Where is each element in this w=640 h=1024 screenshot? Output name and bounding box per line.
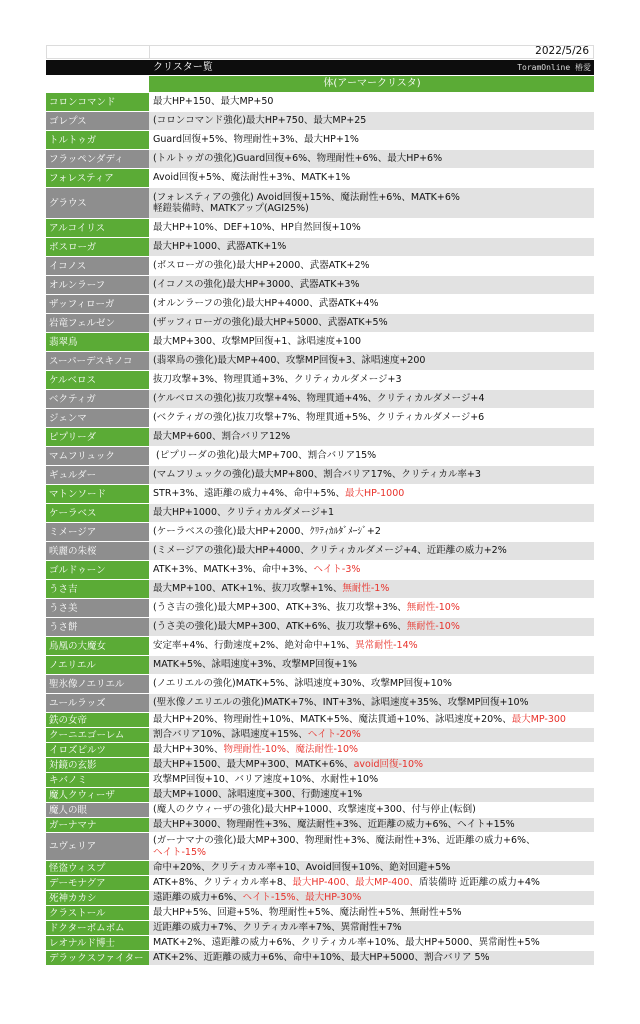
crysta-name: 翡翠鳥 (46, 333, 149, 351)
crysta-effect (149, 257, 594, 275)
crysta-name: キバノミ (46, 773, 149, 787)
crysta-row (46, 466, 594, 485)
effect-text: (コロンコマンド強化)最大HP+750、最大MP+25 (153, 115, 367, 127)
effect-text: (ミメージアの強化)最大HP+4000、クリティカルダメージ+4、近距離の威力+2% (153, 545, 507, 557)
crysta-effect (149, 504, 594, 522)
crysta-effect (149, 428, 594, 446)
crysta-effect (149, 891, 594, 905)
crysta-effect (149, 936, 594, 950)
crysta-name: クラストール (46, 906, 149, 920)
crysta-row (46, 580, 594, 599)
crysta-row (46, 390, 594, 409)
crysta-row (46, 675, 594, 694)
crysta-name: クーニエゴーレム (46, 728, 149, 742)
crysta-row (46, 371, 594, 390)
effect-text: 攻撃MP回復+10、バリア速度+10%、水耐性+10% (153, 774, 379, 786)
crysta-row (46, 758, 594, 773)
crysta-row (46, 295, 594, 314)
penalty-text: ヘイト-3% (313, 564, 361, 576)
crysta-name: フォレスティア (46, 169, 149, 187)
penalty-text: 無耐性-10% (406, 621, 460, 633)
effect-text: (ボスローガの強化)最大HP+2000、武器ATK+2% (153, 260, 370, 272)
crysta-name: うさ美 (46, 599, 149, 617)
crysta-row (46, 93, 594, 112)
crysta-effect (149, 409, 594, 427)
crysta-row (46, 238, 594, 257)
crysta-row (46, 314, 594, 333)
effect-text: 近距離の威力+7%、クリティカル率+7%、異常耐性+7% (153, 922, 402, 934)
crysta-row (46, 656, 594, 675)
crysta-row (46, 743, 594, 758)
crysta-effect (149, 876, 594, 890)
effect-text: 最大HP+3000、物理耐性+3%、魔法耐性+3%、近距離の威力+6%、ヘイト+15% (153, 819, 515, 831)
effect-text: STR+3%、遠距離の威力+4%、命中+5%、 (153, 488, 346, 500)
penalty-text: 最大HP-1000 (345, 488, 405, 500)
effect-text: 盾装備時 近距離の威力+4% (418, 877, 540, 889)
crysta-name: ガーナマナ (46, 818, 149, 832)
crysta-row (46, 276, 594, 295)
crysta-effect (149, 861, 594, 875)
crysta-row (46, 728, 594, 743)
crysta-effect (149, 169, 594, 187)
crysta-row (46, 618, 594, 637)
effect-text: Guard回復+5%、物理耐性+3%、最大HP+1% (153, 134, 359, 146)
effect-text: (フォレスティアの強化) Avoid回復+15%、魔法耐性+6%、MATK+6% 軽鎧装備時、MATKアップ(AGI25%) (153, 191, 460, 214)
crysta-name: ミメージア (46, 523, 149, 541)
effect-text: MATK+5%、詠唱速度+3%、攻撃MP回復+1% (153, 659, 358, 671)
crysta-row (46, 861, 594, 876)
crysta-name: ギュルダー (46, 466, 149, 484)
crysta-row (46, 599, 594, 618)
penalty-text: ヘイト-15%、最大HP-30% (242, 892, 362, 904)
crysta-name: アルコイリス (46, 219, 149, 237)
effect-text: (ケルベロスの強化)抜刀攻撃+4%、物理貫通+4%、クリティカルダメージ+4 (153, 393, 485, 405)
crysta-effect (149, 188, 594, 218)
crysta-row (46, 447, 594, 466)
crysta-row (46, 257, 594, 276)
crysta-row (46, 713, 594, 728)
crysta-row (46, 112, 594, 131)
crysta-row (46, 150, 594, 169)
crysta-name: スーパーデスキノコ (46, 352, 149, 370)
crysta-name: ユヴェリア (46, 833, 149, 860)
effect-text: 命中+20%、クリティカル率+10、Avoid回復+10%、絶対回避+5% (153, 862, 451, 874)
crysta-effect (149, 466, 594, 484)
crysta-name: 死神カカシ (46, 891, 149, 905)
crysta-rows (46, 93, 594, 966)
effect-text: (ザッフィローガの強化)最大HP+5000、武器ATK+5% (153, 317, 388, 329)
effect-text: 抜刀攻撃+3%、物理貫通+3%、クリティカルダメージ+3 (153, 374, 402, 386)
crysta-row (46, 936, 594, 951)
effect-text: 安定率+4%、行動速度+2%、絶対命中+1%、 (153, 640, 356, 652)
effect-text: (ピプリーダの強化)最大MP+700、割合バリア15% (153, 450, 377, 462)
crysta-name: ドクターボムボム (46, 921, 149, 935)
effect-text: 最大HP+1000、武器ATK+1% (153, 241, 287, 253)
effect-text: (ガーナマナの強化)最大MP+300、物理耐性+3%、魔法耐性+3%、近距離の威力+6%、 (153, 835, 536, 846)
effect-text: 最大HP+1000、クリティカルダメージ+1 (153, 507, 334, 519)
crysta-name: オルンラーフ (46, 276, 149, 294)
crysta-effect (149, 833, 594, 860)
penalty-text: ヘイト-15% (153, 846, 207, 858)
crysta-effect (149, 618, 594, 636)
penalty-text: 無耐性-1% (342, 583, 390, 595)
section-title: 体(アーマークリスタ) (149, 76, 594, 92)
crysta-row (46, 773, 594, 788)
effect-text: 最大HP+1500、最大MP+300、MATK+6%、 (153, 759, 354, 771)
crysta-name: トルトゥガ (46, 131, 149, 149)
crysta-row (46, 352, 594, 371)
penalty-text: 無耐性-10% (406, 602, 460, 614)
crysta-row (46, 803, 594, 818)
effect-text: (イコノスの強化)最大HP+3000、武器ATK+3% (153, 279, 360, 291)
effect-text: 最大MP+300、攻撃MP回復+1、詠唱速度+100 (153, 336, 362, 348)
crysta-effect (149, 112, 594, 130)
penalty-text: 最大HP-400、最大MP-400、 (292, 877, 419, 889)
effect-text: ATK+8%、クリティカル率+8、 (153, 877, 293, 889)
crysta-name: 魔人の眼 (46, 803, 149, 817)
effect-text: MATK+2%、遠距離の威力+6%、クリティカル率+10%、最大HP+5000、異常耐性+5% (153, 937, 540, 949)
penalty-text: ヘイト-20% (307, 729, 361, 741)
crysta-row (46, 906, 594, 921)
crysta-effect (149, 219, 594, 237)
crysta-name: マトンソード (46, 485, 149, 503)
crysta-row (46, 188, 594, 219)
crysta-effect (149, 314, 594, 332)
crysta-effect (149, 951, 594, 965)
crysta-name: イロズピルツ (46, 743, 149, 757)
crysta-row (46, 788, 594, 803)
crysta-effect (149, 818, 594, 832)
crysta-name: ゴレプス (46, 112, 149, 130)
crysta-row (46, 504, 594, 523)
crysta-row (46, 485, 594, 504)
crysta-row (46, 921, 594, 936)
crysta-name: ピプリーダ (46, 428, 149, 446)
effect-text: 遠距離の威力+6%、 (153, 892, 243, 904)
crysta-effect (149, 580, 594, 598)
crysta-table (46, 45, 594, 966)
effect-text: (魔人のクウィーザの強化)最大HP+1000、攻撃速度+300、付与停止(転倒) (153, 804, 476, 816)
crysta-effect (149, 542, 594, 560)
effect-text: ATK+3%、MATK+3%、命中+3%、 (153, 564, 314, 576)
crysta-effect (149, 276, 594, 294)
crysta-effect (149, 743, 594, 757)
crysta-effect (149, 656, 594, 674)
date-cell: 2022/5/26 (149, 45, 594, 59)
crysta-effect (149, 906, 594, 920)
effect-text: 最大MP+600、割合バリア12% (153, 431, 291, 443)
crysta-row (46, 561, 594, 580)
crysta-name: 咲麗の朱桜 (46, 542, 149, 560)
crysta-name: うさ吉 (46, 580, 149, 598)
crysta-name: 魔人クウィーザ (46, 788, 149, 802)
effect-text: 最大HP+10%、DEF+10%、HP自然回復+10% (153, 222, 361, 234)
crysta-name: 聖氷像ノエリエル (46, 675, 149, 693)
effect-text: (聖氷像ノエリエルの強化)MATK+7%、INT+3%、詠唱速度+35%、攻撃MP回復+10% (153, 697, 529, 709)
crysta-row (46, 818, 594, 833)
crysta-name: レオナルド博士 (46, 936, 149, 950)
crysta-row (46, 833, 594, 861)
crysta-name: デーモナグア (46, 876, 149, 890)
effect-text: 最大HP+5%、回避+5%、物理耐性+5%、魔法耐性+5%、無耐性+5% (153, 907, 462, 919)
crysta-name: 鉄の女帝 (46, 713, 149, 727)
crysta-row (46, 542, 594, 561)
penalty-text: 物理耐性-10%、魔法耐性-10% (223, 744, 359, 756)
effect-text: (うさ美の強化)最大MP+300、ATK+6%、抜刀攻撃+6%、 (153, 621, 407, 633)
crysta-row (46, 694, 594, 713)
crysta-name: ザッフィローガ (46, 295, 149, 313)
crysta-effect (149, 333, 594, 351)
crysta-effect (149, 352, 594, 370)
effect-text: 最大MP+1000、詠唱速度+300、行動速度+1% (153, 789, 363, 801)
header-watermark: ToramOnline 椿愛 (517, 62, 591, 72)
crysta-effect (149, 599, 594, 617)
crysta-row (46, 891, 594, 906)
crysta-name: 怪盗ウィスプ (46, 861, 149, 875)
effect-text: (翡翠鳥の強化)最大MP+400、攻撃MP回復+3、詠唱速度+200 (153, 355, 426, 367)
effect-text: 最大HP+30%、 (153, 744, 224, 756)
crysta-effect (149, 758, 594, 772)
effect-text: (ノエリエルの強化)MATK+5%、詠唱速度+30%、攻撃MP回復+10% (153, 678, 452, 690)
effect-text: (オルンラーフの強化)最大HP+4000、武器ATK+4% (153, 298, 379, 310)
crysta-effect (149, 523, 594, 541)
effect-text: Avoid回復+5%、魔法耐性+3%、MATK+1% (153, 172, 351, 184)
crysta-name: ベクティガ (46, 390, 149, 408)
crysta-name: ノエリエル (46, 656, 149, 674)
penalty-text: avoid回復-10% (353, 759, 424, 771)
crysta-effect (149, 713, 594, 727)
crysta-row (46, 333, 594, 352)
crysta-row (46, 951, 594, 966)
crysta-name: イコノス (46, 257, 149, 275)
effect-text: 最大HP+150、最大MP+50 (153, 96, 274, 108)
crysta-name: デラックスファイター (46, 951, 149, 965)
effect-text: (トルトゥガの強化)Guard回復+6%、物理耐性+6%、最大HP+6% (153, 153, 443, 165)
crysta-effect (149, 728, 594, 742)
date-row (46, 45, 594, 60)
crysta-effect (149, 238, 594, 256)
effect-text: 最大MP+100、ATK+1%、抜刀攻撃+1%、 (153, 583, 343, 595)
section-row (46, 76, 594, 93)
crysta-name: ユールラッズ (46, 694, 149, 712)
crysta-effect (149, 637, 594, 655)
effect-text: (マムフリュックの強化)最大MP+800、割合バリア17%、クリティカル率+3 (153, 469, 481, 481)
crysta-name: 鳥凰の大魔女 (46, 637, 149, 655)
crysta-name: 岩竜フェルゼン (46, 314, 149, 332)
crysta-row (46, 523, 594, 542)
effect-text: (うさ吉の強化)最大MP+300、ATK+3%、抜刀攻撃+3%、 (153, 602, 407, 614)
crysta-effect (149, 675, 594, 693)
crysta-name: ジェンマ (46, 409, 149, 427)
crysta-effect (149, 150, 594, 168)
effect-text: (ケーラベスの強化)最大HP+2000、ｸﾘﾃｨｶﾙﾀﾞﾒｰｼﾞ+2 (153, 526, 381, 538)
crysta-name: グラウス (46, 188, 149, 218)
header-title: クリスター覧 (153, 61, 213, 73)
effect-text: ATK+2%、近距離の威力+6%、命中+10%、最大HP+5000、割合バリア 5% (153, 952, 490, 964)
crysta-row (46, 131, 594, 150)
crysta-name: ボスローガ (46, 238, 149, 256)
crysta-effect (149, 131, 594, 149)
effect-text: 割合バリア10%、詠唱速度+15%、 (153, 729, 308, 741)
crysta-row (46, 637, 594, 656)
crysta-effect (149, 390, 594, 408)
crysta-row (46, 876, 594, 891)
crysta-name: ゴルドゥーン (46, 561, 149, 579)
crysta-effect (149, 694, 594, 712)
crysta-row (46, 219, 594, 238)
crysta-effect (149, 447, 594, 465)
crysta-name: フラッペンダディ (46, 150, 149, 168)
crysta-row (46, 409, 594, 428)
crysta-row (46, 169, 594, 188)
crysta-name: マムフリュック (46, 447, 149, 465)
crysta-effect (149, 803, 594, 817)
crysta-row (46, 428, 594, 447)
crysta-effect (149, 295, 594, 313)
crysta-name: 対鏡の玄影 (46, 758, 149, 772)
crysta-effect (149, 561, 594, 579)
effect-text: 最大HP+20%、物理耐性+10%、MATK+5%、魔法貫通+10%、詠唱速度+20%、 (153, 714, 512, 726)
effect-text: (ベクティガの強化)抜刀攻撃+7%、物理貫通+5%、クリティカルダメージ+6 (153, 412, 485, 424)
crysta-effect (149, 773, 594, 787)
penalty-text: 最大MP-300 (511, 714, 566, 726)
crysta-name: コロンコマンド (46, 93, 149, 111)
crysta-effect (149, 93, 594, 111)
crysta-name: ケーラベス (46, 504, 149, 522)
crysta-effect (149, 371, 594, 389)
penalty-text: 異常耐性-14% (355, 640, 418, 652)
crysta-effect (149, 788, 594, 802)
crysta-effect (149, 485, 594, 503)
crysta-name: うさ餅 (46, 618, 149, 636)
crysta-name: ケルベロス (46, 371, 149, 389)
crysta-effect (149, 921, 594, 935)
header-row (46, 60, 594, 76)
